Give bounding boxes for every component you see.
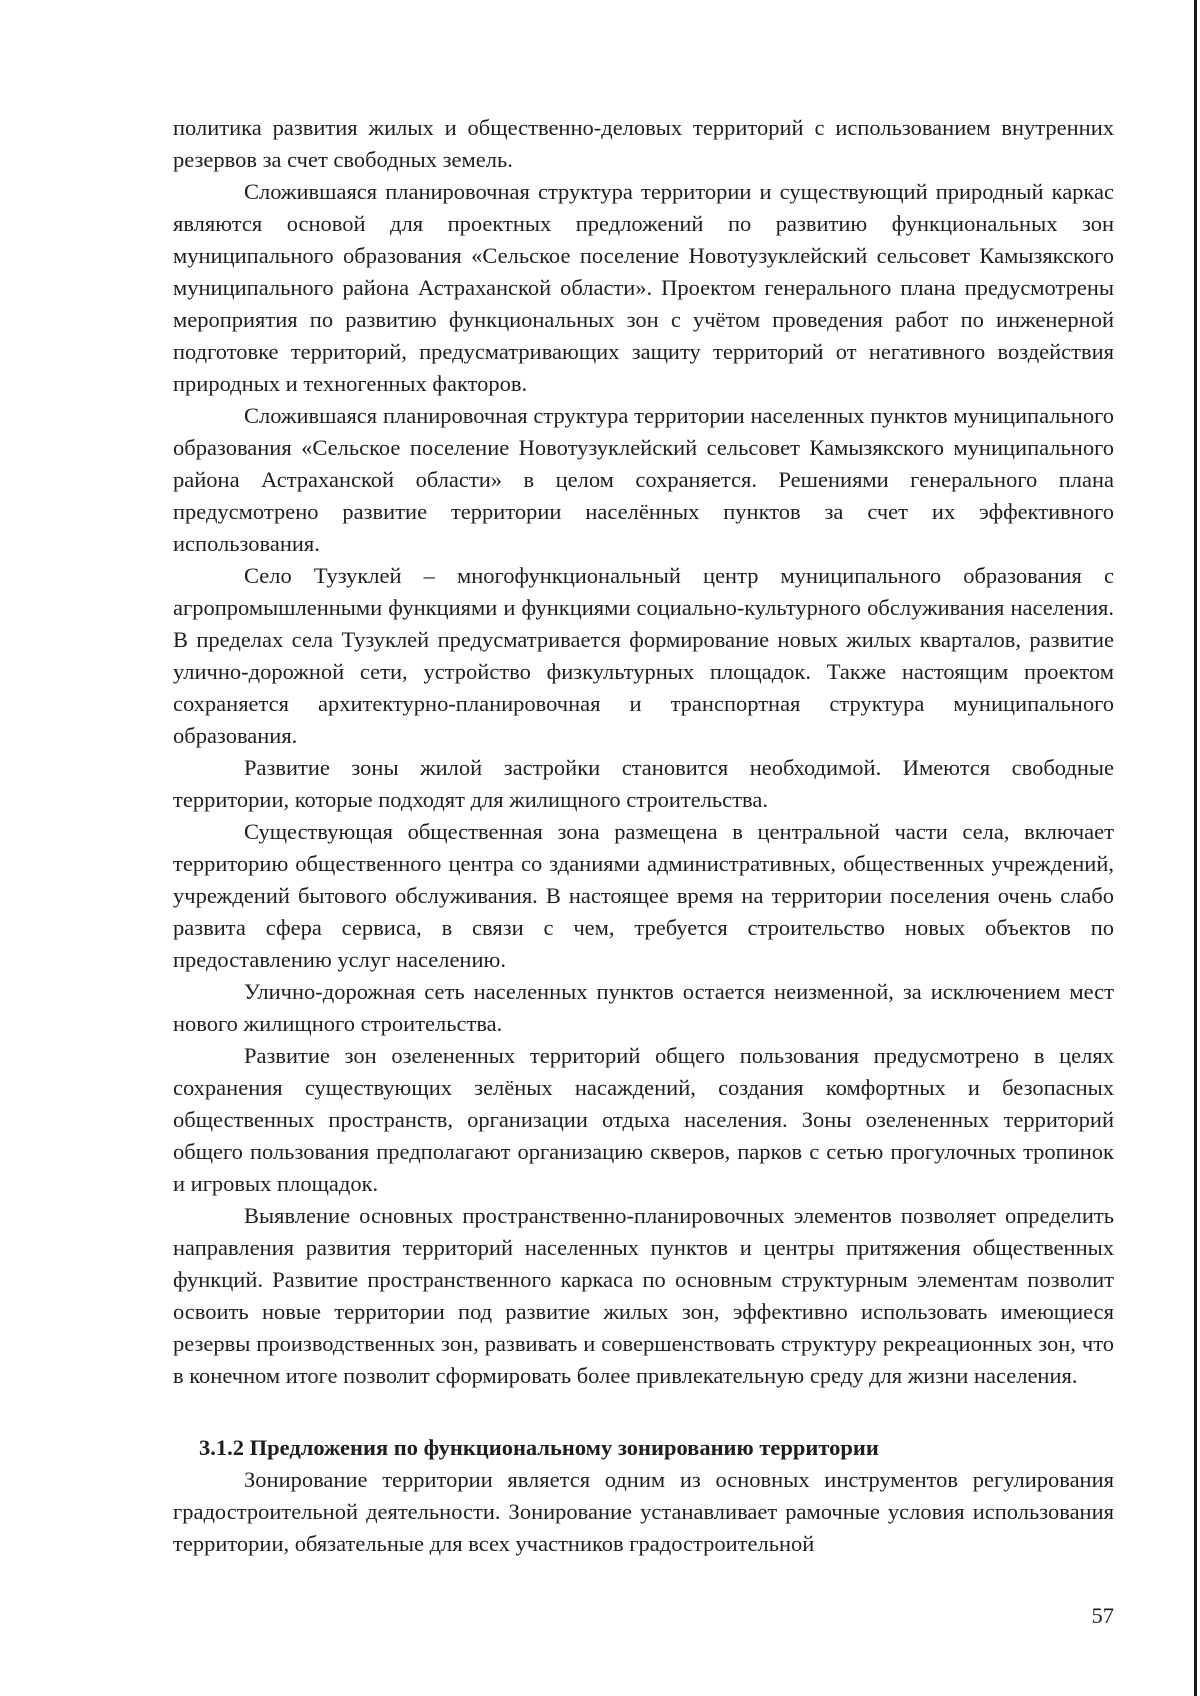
page-edge-line bbox=[1194, 0, 1197, 1696]
paragraph-zoning-intro: Зонирование территории является одним из основных инструментов регулирования градостроительной деятельности. Зонирование устанавливает рамочные условия использования территории, обязательные для всех участников градостроительной bbox=[173, 1467, 1114, 1556]
paragraph-settlements-structure: Сложившаяся планировочная структура территории населенных пунктов муниципального образования «Сельское поселение Новотузуклейский сельсовет Камызякского муниципального района Астраханской области» в целом сохраняется. Решениями генерального плана предусмотрено развитие территории населённых пунктов за счет их эффективного использования. bbox=[173, 403, 1114, 556]
paragraph-continuation: политика развития жилых и общественно-деловых территорий с использованием внутренних резервов за счет свободных земель. bbox=[173, 115, 1114, 172]
paragraph-planning-structure: Сложившаяся планировочная структура территории и существующий природный каркас являются основой для проектных предложений по развитию функциональных зон муниципального образования «Сельское поселение Новотузуклейский сельсовет Камызякского муниципального района Астраханской области». Проектом генерального плана предусмотрены мероприятия по развитию функциональных зон с учётом проведения работ по инженерной подготовке территорий, предусматривающих защиту территорий от негативного воздействия природных и техногенных факторов. bbox=[173, 179, 1114, 396]
paragraph-road-network: Улично-дорожная сеть населенных пунктов остается неизменной, за исключением мест нового жилищного строительства. bbox=[173, 979, 1114, 1036]
paragraph-spatial-framework: Выявление основных пространственно-планировочных элементов позволяет определить направления развития территорий населенных пунктов и центры притяжения общественных функций. Развитие пространственного каркаса по основным структурным элементам позволит освоить новые территории под развитие жилых зон, эффективно использовать имеющиеся резервы производственных зон, развивать и совершенствовать структуру рекреационных зон, что в конечном итоге позволит сформировать более привлекательную среду для жизни населения. bbox=[173, 1203, 1114, 1388]
page-number: 57 bbox=[1091, 1603, 1114, 1628]
page-body bbox=[173, 112, 1114, 1560]
paragraph-green-zones: Развитие зон озелененных территорий общего пользования предусмотрено в целях сохранения существующих зелёных насаждений, создания комфортных и безопасных общественных пространств, организации отдыха населения. Зоны озелененных территорий общего пользования предполагают организацию скверов, парков с сетью прогулочных тропинок и игровых площадок. bbox=[173, 1043, 1114, 1196]
paragraph-public-zone: Существующая общественная зона размещена в центральной части села, включает территорию общественного центра со зданиями административных, общественных учреждений, учреждений бытового обслуживания. В настоящее время на территории поселения очень слабо развита сфера сервиса, в связи с чем, требуется строительство новых объектов по предоставлению услуг населению. bbox=[173, 819, 1114, 972]
paragraph-residential-zone: Развитие зоны жилой застройки становится необходимой. Имеются свободные территории, которые подходят для жилищного строительства. bbox=[173, 755, 1114, 812]
section-heading: 3.1.2 Предложения по функциональному зонированию территории bbox=[199, 1435, 879, 1460]
paragraph-tuzuklei-center: Село Тузуклей – многофункциональный центр муниципального образования с агропромышленными функциями и функциями социально-культурного обслуживания населения. В пределах села Тузуклей предусматривается формирование новых жилых кварталов, развитие улично-дорожной сети, устройство физкультурных площадок. Также настоящим проектом сохраняется архитектурно-планировочная и транспортная структура муниципального образования. bbox=[173, 563, 1114, 748]
